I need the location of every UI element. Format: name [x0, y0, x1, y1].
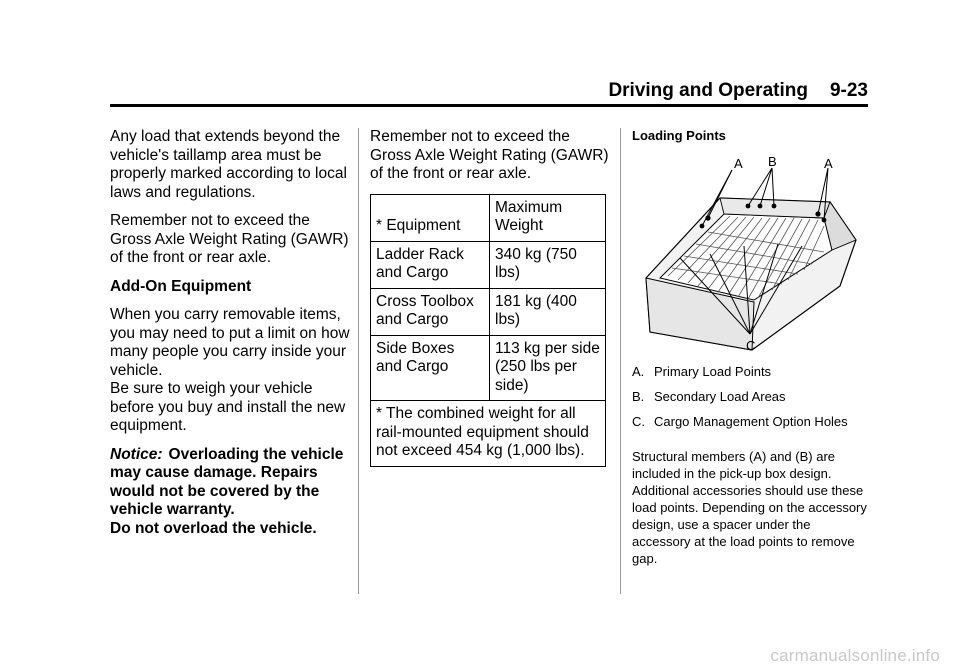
- paragraph-gawr-repeat: Remember not to exceed the Gross Axle Weight Rating (GAWR) of the front or rear axle.: [370, 128, 609, 182]
- column-3: [632, 128, 868, 567]
- heading-add-on-equipment: Add-On Equipment: [110, 277, 252, 295]
- paragraph-structural-members: Structural members (A) and (B) are included in the pick-up box design. Additional accessories should use these load points. Depending on the accessory design, use a spacer under the accessory at the load points to remove gap.: [632, 449, 867, 566]
- section-title: Driving and Operating: [608, 80, 808, 101]
- table-cell: 181 kg (400 lbs): [490, 288, 606, 335]
- figure-label-a-left: A: [734, 156, 743, 171]
- notice-text-2: Do not overload the vehicle.: [110, 519, 317, 537]
- pickup-box-illustration: [632, 154, 868, 354]
- paragraph-gawr: Remember not to exceed the Gross Axle Weight Rating (GAWR) of the front or rear axle.: [110, 212, 349, 266]
- legend-text: Secondary Load Areas: [654, 389, 786, 404]
- list-item: [632, 364, 868, 380]
- table-cell: Cross Toolbox and Cargo: [371, 288, 490, 335]
- legend-key: A.: [632, 364, 645, 379]
- table-cell: 340 kg (750 lbs): [490, 241, 606, 288]
- figure-legend: [632, 364, 868, 430]
- header-rule: [110, 104, 868, 107]
- paragraph-add-on: [110, 306, 352, 436]
- paragraph-add-on-a: When you carry removable items, you may need to put a limit on how many people you carry inside your vehicle.: [110, 306, 350, 379]
- column-1: [110, 128, 352, 538]
- column-divider-1: [358, 128, 359, 594]
- table-row: [371, 288, 606, 335]
- table-cell: Ladder Rack and Cargo: [371, 241, 490, 288]
- table-footnote: * The combined weight for all rail-mounted equipment should not exceed 454 kg (1,000 lbs).: [371, 401, 606, 467]
- list-item: [632, 414, 868, 430]
- legend-text: Primary Load Points: [654, 364, 772, 379]
- paragraph-load-marking: Any load that extends beyond the vehicle's taillamp area must be properly marked according to local laws and regulations.: [110, 128, 347, 201]
- legend-key: C.: [632, 414, 645, 429]
- legend-text: Cargo Management Option Holes: [654, 414, 848, 429]
- pickup-box-figure: [632, 154, 868, 354]
- column-divider-2: [620, 128, 621, 594]
- page-header: [608, 80, 868, 102]
- legend-key: B.: [632, 389, 645, 404]
- notice-label: Notice:: [110, 445, 163, 463]
- table-row: [371, 241, 606, 288]
- notice-text: Overloading the vehicle may cause damage. Repairs would not be covered by the vehicle warranty.: [110, 445, 344, 518]
- notice-block: [110, 446, 352, 539]
- paragraph-add-on-b: Be sure to weigh your vehicle before you buy and install the new equipment.: [110, 380, 346, 434]
- table-header-row: [371, 194, 606, 241]
- list-item: [632, 389, 868, 405]
- site-watermark: carmanualsonline.info: [770, 646, 940, 665]
- heading-loading-points: Loading Points: [632, 128, 726, 143]
- page-number: 9-23: [829, 80, 868, 101]
- table-footnote-row: [371, 401, 606, 467]
- table-cell: 113 kg per side (250 lbs per side): [490, 335, 606, 401]
- table-cell: Side Boxes and Cargo: [371, 335, 490, 401]
- figure-label-a-right: A: [824, 156, 833, 171]
- figure-label-c: C: [746, 338, 756, 353]
- figure-label-b: B: [768, 154, 777, 169]
- table-row: [371, 335, 606, 401]
- equipment-weight-table: [370, 194, 606, 467]
- column-2: [370, 128, 610, 467]
- table-header-equipment: * Equipment: [371, 194, 490, 241]
- table-header-max-weight: Maximum Weight: [490, 194, 606, 241]
